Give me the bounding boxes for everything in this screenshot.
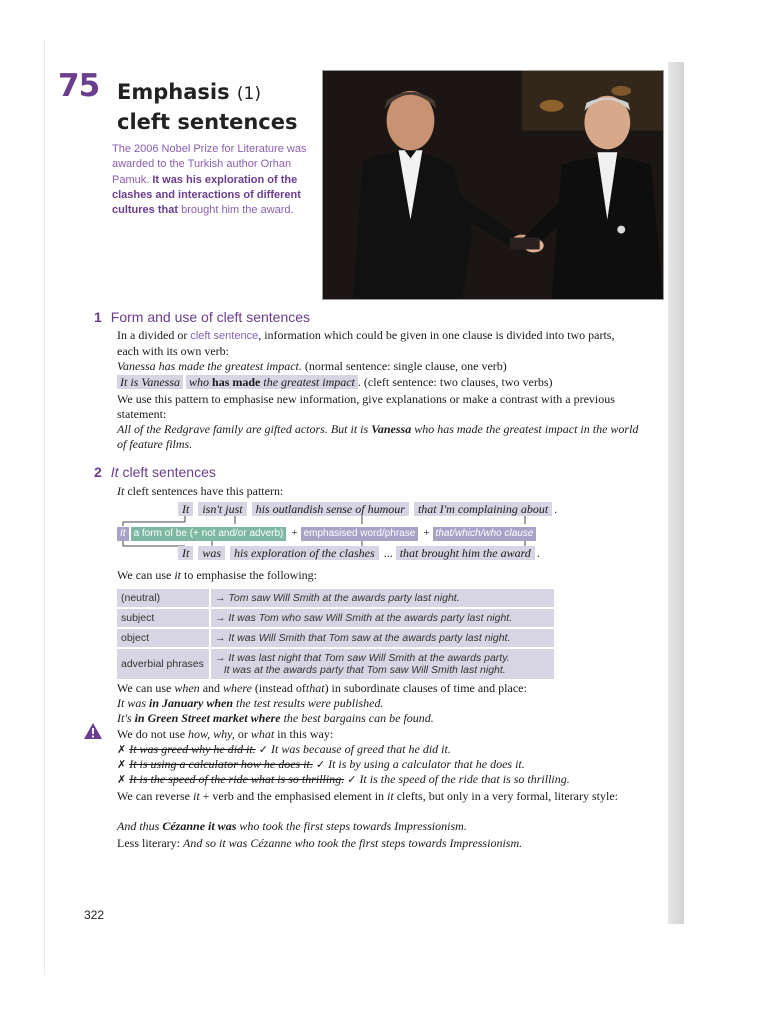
intro-paragraph <box>112 142 320 218</box>
s2-ex6-b: who took the first steps towards Impressionism. <box>239 819 467 833</box>
unit-title-line2: cleft sentences <box>117 110 298 134</box>
row3-it: It <box>178 546 193 560</box>
section-1-paragraph-2: We use this pattern to emphasise new information, give explanations or make a contrast with a previous statement: <box>117 392 615 421</box>
wrong-right-pair-3 <box>117 772 570 787</box>
table-example-line: It was at the awards party that Tom saw Will Smith last night. <box>223 664 506 676</box>
table-label: (neutral) <box>117 589 209 607</box>
section-1-paragraph-1 <box>117 328 637 359</box>
row1-clause: that I'm complaining about <box>414 502 552 516</box>
s2-ex4-bold: in January when <box>149 696 234 710</box>
wrong-example: It is the speed of the ride what is so thrilling. <box>129 772 345 786</box>
table-label: subject <box>117 609 209 627</box>
table-label: adverbial phrases <box>117 649 209 679</box>
intro-text-b: brought him the award. <box>181 204 294 217</box>
cross-icon: ✗ <box>117 773 127 786</box>
s2-ex5-bold: in Green Street market where <box>134 711 281 725</box>
s1-ex3-a: All of the Redgrave family are gifted actors. But it is <box>117 422 369 436</box>
section-1-heading <box>94 309 310 325</box>
table-row <box>117 629 554 647</box>
table-row <box>117 649 554 679</box>
row2-emphasised: emphasised word/phrase <box>301 527 419 541</box>
table-row <box>117 589 554 607</box>
s1-ex2-chip2 <box>186 375 358 389</box>
s2-warn-or: or <box>237 727 248 741</box>
s2-p3-that: that <box>305 681 325 695</box>
s1-ex2-chip1: It is Vanessa <box>117 375 183 389</box>
arrow-icon: → <box>215 632 226 644</box>
unit-title-sub: (1) <box>236 84 261 104</box>
section-2-heading <box>94 464 216 480</box>
table-example-line: It was Tom who saw Will Smith at the awards party last night. <box>228 612 513 624</box>
s2-warn-a: We do not use <box>117 727 186 741</box>
section-2-example-5 <box>117 711 434 726</box>
s2-p4-a: We can reverse <box>117 789 190 803</box>
pattern-row-2 <box>117 525 538 541</box>
s2-ex6-a: And thus <box>117 819 160 833</box>
s2-ex7-b: And so it was Cézanne who took the first steps towards Impressionism. <box>182 836 523 850</box>
table-example-line: It was last night that Tom saw Will Smith at the awards party. <box>228 652 510 664</box>
s1-p1-a: In a divided or <box>117 328 188 342</box>
intro-text-bold: It was his exploration of the clashes and interactions of different cultures that <box>112 173 301 217</box>
section-1-title: Form and use of cleft sentences <box>110 309 311 325</box>
table-example <box>209 589 554 607</box>
s2-p4-it2: it <box>387 789 394 803</box>
s1-ex2-chip2-bold: has made <box>212 375 261 389</box>
s2-p3-when: when <box>174 681 200 695</box>
unit-title <box>117 78 298 136</box>
section-2-warning <box>117 727 333 742</box>
check-icon: ✓ <box>315 758 326 771</box>
section-2-example-7 <box>117 836 522 851</box>
section-2-number: 2 <box>94 464 102 480</box>
right-example: It is the speed of the ride that is so thrilling. <box>359 772 570 786</box>
cross-icon: ✗ <box>117 758 127 771</box>
unit-number: 75 <box>58 68 100 104</box>
section-2-paragraph-2 <box>117 568 317 583</box>
s2-p3-and: and <box>202 681 221 695</box>
s2-ex4-b: the test results were published. <box>236 696 384 710</box>
page-number: 322 <box>84 908 105 922</box>
section-2-title-rest: cleft sentences <box>122 464 216 480</box>
s2-p4-c: clefts, but only in a very formal, literary style: <box>396 789 618 803</box>
row1-it: It <box>178 502 193 516</box>
nobel-ceremony-photo <box>322 70 664 300</box>
s2-ex6-bold: Cézanne it was <box>162 819 237 833</box>
check-icon: ✓ <box>347 773 357 786</box>
row2-clause: that/which/who clause <box>433 527 537 541</box>
row1-emphasis: his outlandish sense of humour <box>252 502 409 516</box>
s2-ex5-b: the best bargains can be found. <box>283 711 434 725</box>
right-example: It is by using a calculator that he does it. <box>328 757 525 771</box>
s1-ex2-chip2-b: the greatest impact <box>263 375 355 389</box>
section-1-number: 1 <box>94 309 102 325</box>
row3-clause: that brought him the award <box>396 546 535 560</box>
row3-verb: was <box>198 546 225 560</box>
right-example: It was because of greed that he did it. <box>270 742 451 756</box>
arrow-icon: → <box>215 652 226 664</box>
intro-text-a: The 2006 Nobel Prize for Literature was awarded to the Turkish author Orhan Pamuk. <box>112 143 307 186</box>
row3-ellipsis: ... <box>383 546 393 560</box>
wrong-example: It is using a calculator how he does it. <box>129 757 313 771</box>
s2-p3-where: where <box>223 681 252 695</box>
s2-p3-a: We can use <box>117 681 172 695</box>
s1-ex1-note: (normal sentence: single clause, one verb) <box>304 359 507 373</box>
s1-ex2-note: . (cleft sentence: two clauses, two verbs) <box>357 375 553 389</box>
section-2-example-6 <box>117 819 467 834</box>
unit-title-main: Emphasis <box>117 80 230 104</box>
s2-ex7-a: Less literary: <box>117 836 180 850</box>
row1-period: . <box>554 502 558 516</box>
section-2-paragraph-4 <box>117 789 647 804</box>
row2-be-form: a form of be (+ not and/or adverb) <box>131 527 287 541</box>
s2-ex5-a: It's <box>117 711 132 725</box>
s2-p2-b: to emphasise the following: <box>184 568 317 582</box>
arrow-icon: → <box>215 592 226 604</box>
wrong-right-pair-1 <box>117 742 451 757</box>
s2-p3-c: ) in subordinate clauses of time and place: <box>324 681 527 695</box>
s2-p2-it: it <box>174 568 182 582</box>
s2-ex4-a: It was <box>117 696 147 710</box>
s2-warn-it: how, why, <box>188 727 235 741</box>
s2-p2-a: We can use <box>117 568 172 582</box>
s2-warn-what: what <box>250 727 275 741</box>
row1-verb: isn't just <box>198 502 246 516</box>
s1-ex1-italic: Vanessa has made the greatest impact. <box>117 359 302 373</box>
s2-p1-rest: cleft sentences have this pattern: <box>127 484 284 498</box>
section-2-example-4 <box>117 696 383 711</box>
emphasis-table <box>117 587 554 681</box>
s1-p1-term: cleft sentence <box>190 330 259 342</box>
table-example <box>209 609 554 627</box>
row3-period: . <box>536 546 540 560</box>
wrong-right-pair-2 <box>117 757 525 772</box>
photo-illustration <box>323 71 663 299</box>
table-label: object <box>117 629 209 647</box>
row2-plus-1: + <box>291 527 298 539</box>
page-edge-shadow <box>668 62 684 924</box>
s2-p4-b: + verb and the emphasised element in <box>202 789 385 803</box>
s1-ex3-b: who has made the greatest impact in the world of feature films. <box>117 422 639 451</box>
section-2-title-it: It <box>110 464 119 480</box>
table-row <box>117 609 554 627</box>
row2-it: It <box>117 527 129 541</box>
section-1-example-3 <box>117 422 647 452</box>
table-example <box>209 629 554 647</box>
section-1-example-1 <box>117 359 657 374</box>
table-example-line: It was Will Smith that Tom saw at the awards party last night. <box>228 632 511 644</box>
s2-p1-it: It <box>117 484 125 498</box>
section-2-paragraph-3 <box>117 681 642 696</box>
table-example-line: Tom saw Will Smith at the awards party last night. <box>228 592 460 604</box>
s1-ex3-bold: Vanessa <box>371 422 412 436</box>
s2-warn-b: in this way: <box>277 727 334 741</box>
s1-p1-b: , information which could be given in one clause is divided into two parts, each with its own verb: <box>117 328 615 358</box>
row2-plus-2: + <box>423 527 430 539</box>
table-example <box>209 649 554 679</box>
s2-p3-b: (instead of <box>254 681 306 695</box>
cross-icon: ✗ <box>117 743 127 756</box>
pattern-row-1 <box>178 502 557 516</box>
section-1-example-2 <box>117 375 657 390</box>
s2-p4-it: it <box>192 789 200 803</box>
section-2-paragraph-1 <box>117 484 283 499</box>
warning-icon <box>83 722 103 740</box>
row3-emphasis: his exploration of the clashes <box>230 546 379 560</box>
s1-ex2-chip2-a: who <box>189 375 210 389</box>
arrow-icon: → <box>215 612 226 624</box>
pattern-row-3 <box>178 546 540 560</box>
check-icon: ✓ <box>258 743 268 756</box>
wrong-example: It was greed why he did it. <box>129 742 256 756</box>
